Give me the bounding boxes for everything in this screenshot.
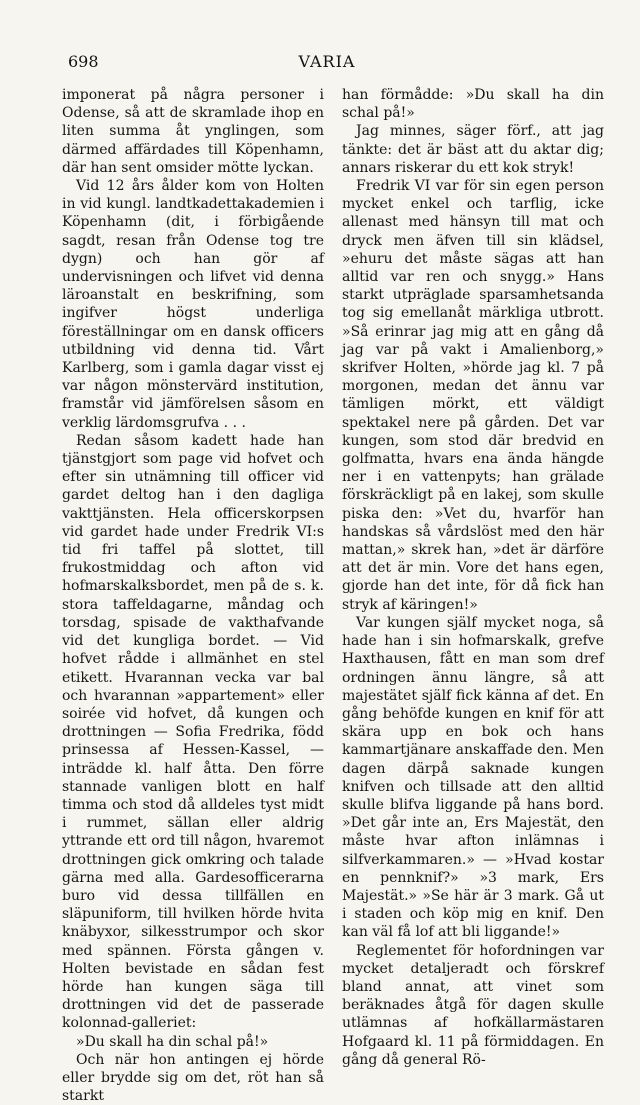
paragraph: Jag minnes, säger förf., att jag tänkte: det är bäst att du aktar dig; annars riskerar du ett kok stryk! (342, 123, 604, 176)
page-header (68, 52, 586, 74)
paragraph: Redan såsom kadett hade han tjänstgjort som page vid hofvet och efter sin utnämning till officer vid gardet deltog han i den dagliga vakttjänsten. Hela officerskorpsen vid gardet hade under Fredrik VI:s tid fri taffel på slottet, till frukostmiddag och afton vid hofmarskalksbordet, men på de s. k. stora taffeldagarne, måndag och torsdag, spisade de vakthafvande vid det kungliga bordet. — Vid hofvet rådde i allmänhet en stel etikett. Hvarannan vecka var bal och hvarannan »appartement» eller soirée vid hofvet, då kungen och drottningen — Sofia Fredrika, född prinsessa af Hessen-Kassel, — inträdde kl. half åtta. Den förre stannade vanligen blott en half timma och stod då alldeles tyst midt i rummet, sällan eller aldrig yttrande ett ord till någon, hvaremot drottningen gick omkring och talade gärna med alla. Gardesofficerarna buro vid dessa tillfällen en släpuniform, till hvilken hörde hvita knäbyxor, silkesstrumpor och skor med spännen. Första gången v. Holten bevistade en sådan fest hörde han kungen säga till drottningen vid det de passerade kolonnad-galleriet: (62, 432, 324, 1032)
paragraph: Och när hon antingen ej hörde eller brydde sig om det, röt han så starkt (62, 1051, 324, 1105)
left-column (62, 86, 324, 1105)
quote-paragraph: »Du skall ha din schal på!» (76, 1033, 269, 1050)
paragraph: Reglementet för hofordningen var mycket detaljeradt och förskref bland annat, att vinet som beräknades åtgå för dagen skulle utlämnas af hofkällarmästaren Hofgaard kl. 11 på förmiddagen. En gång då general Rö- (342, 942, 604, 1068)
running-title: VARIA (298, 52, 356, 71)
paragraph: Var kungen själf mycket noga, så hade han i sin hofmarskalk, grefve Haxthausen, fått en man som dref ordningen ännu längre, så att majestätet själf fick känna af det. En gång behöfde kungen en knif för att skära upp en bok och hans kammartjänare anskaffade den. Men dagen därpå saknade kungen knifven och tillsade att den alltid skulle blifva liggande på hans bord. »Det går inte an, Ers Majestät, den måste hvar afton inlämnas i silfverkammaren.» — »Hvad kostar en pennknif?» »3 mark, Ers Majestät.» »Se här är 3 mark. Gå ut i staden och köp mig en knif. Den kan väl få lof att bli liggande!» (342, 614, 604, 941)
page-number: 698 (68, 52, 99, 71)
paragraph: Fredrik VI var för sin egen person mycket enkel och tarflig, icke allenast med hänsyn till mat och dryck men äfven till sin klädsel, »ehuru det måste sägas att han alltid var ren och snygg.» Hans starkt utpräglade sparsamhetsanda tog sig emellanåt märkliga utbrott. »Så erinrar jag mig att en gång då jag var på vakt i Amalienborg,» skrifver Holten, »hörde jag kl. 7 på morgonen, medan det ännu var tämligen mörkt, ett väldigt spektakel nere på gården. Det var kungen, som stod där bredvid en golfmatta, hvars ena ända hängde ner i en vattenpyts; han grälade förskräckligt på en lakej, som skulle piska den: »Vet du, hvarför han handskas så vårdslöst med den här mattan,» skrek han, »det är därföre att det är min. Vore det hans egen, gjorde han det inte, för då fick han stryk af käringen!» (342, 178, 604, 613)
right-column (342, 86, 604, 1069)
paragraph: Vid 12 års ålder kom von Holten in vid kungl. landtkadettakademien i Köpenhamn (dit, i förbigående sagdt, resan från Odense tog tre dygn) och han gör af undervisningen och lifvet vid denna läroanstalt en beskrifning, som ingifver högst underliga föreställningar om en dansk officers utbildning vid denna tid. Vårt Karlberg, som i gamla dagar visst ej var någon mönstervärd institution, framstår vid jämförelsen såsom en verklig lärdomsgrufva . . . (62, 178, 324, 431)
paragraph: imponerat på några personer i Odense, så att de skramlade ihop en liten summa åt ynglingen, som därmed affärdades till Köpenhamn, där han sent omsider mötte lyckan. (62, 87, 324, 176)
paragraph: han förmådde: »Du skall ha din schal på!» (342, 87, 604, 122)
